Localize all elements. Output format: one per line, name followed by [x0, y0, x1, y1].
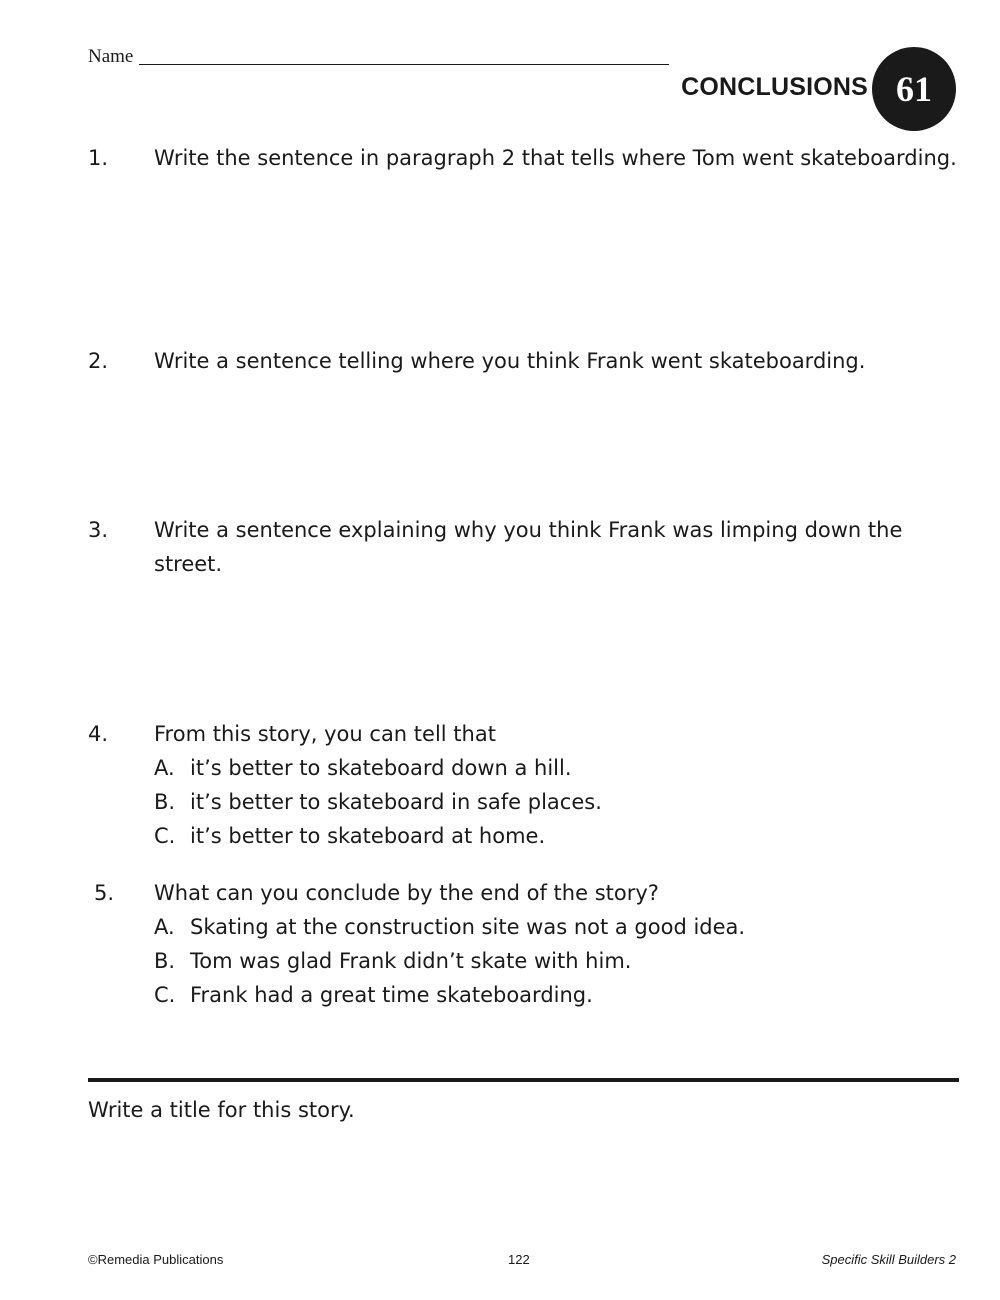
choice-c[interactable] [154, 978, 958, 1012]
question-1 [88, 141, 958, 175]
choice-letter: A. [154, 756, 175, 780]
choice-text: it’s better to skateboard down a hill. [190, 756, 572, 780]
question-number: 4. [88, 722, 109, 746]
choice-text: Frank had a great time skateboarding. [190, 983, 593, 1007]
choice-letter: B. [154, 790, 176, 814]
choice-a[interactable] [154, 910, 958, 944]
choice-a[interactable] [154, 751, 958, 785]
name-field [88, 46, 669, 68]
question-number: 3. [88, 518, 109, 542]
question-text: Write a sentence explaining why you think Frank was limping down the street. [154, 518, 903, 576]
title-prompt: Write a title for this story. [88, 1098, 355, 1122]
question-text: What can you conclude by the end of the story? [154, 881, 659, 905]
footer-page-number: 122 [508, 1252, 530, 1267]
name-label: Name [88, 46, 134, 67]
question-number: 1. [88, 146, 109, 170]
question-5 [88, 876, 958, 1012]
question-text: Write a sentence telling where you think Frank went skateboarding. [154, 349, 866, 373]
lesson-number-badge: 61 [872, 47, 956, 131]
choice-c[interactable] [154, 819, 958, 853]
choice-text: it’s better to skateboard at home. [190, 824, 546, 848]
question-number: 5. [94, 881, 115, 905]
choice-b[interactable] [154, 785, 958, 819]
footer-publisher: ©Remedia Publications [88, 1252, 224, 1267]
choice-letter: A. [154, 915, 175, 939]
footer-book-title: Specific Skill Builders 2 [821, 1252, 956, 1267]
choice-text: Tom was glad Frank didn’t skate with him. [190, 949, 632, 973]
question-4 [88, 717, 958, 853]
choice-text: Skating at the construction site was not a good idea. [190, 915, 746, 939]
question-2 [88, 344, 958, 378]
choice-letter: C. [154, 824, 176, 848]
question-text: Write the sentence in paragraph 2 that tells where Tom went skateboarding. [154, 146, 957, 170]
name-input-line[interactable] [139, 64, 669, 65]
page-title: CONCLUSIONS [681, 73, 868, 101]
choice-b[interactable] [154, 944, 958, 978]
question-3 [88, 513, 958, 581]
question-number: 2. [88, 349, 109, 373]
section-divider [88, 1078, 959, 1082]
choice-letter: C. [154, 983, 176, 1007]
question-text: From this story, you can tell that [154, 722, 496, 746]
choice-text: it’s better to skateboard in safe places. [190, 790, 602, 814]
choice-letter: B. [154, 949, 176, 973]
